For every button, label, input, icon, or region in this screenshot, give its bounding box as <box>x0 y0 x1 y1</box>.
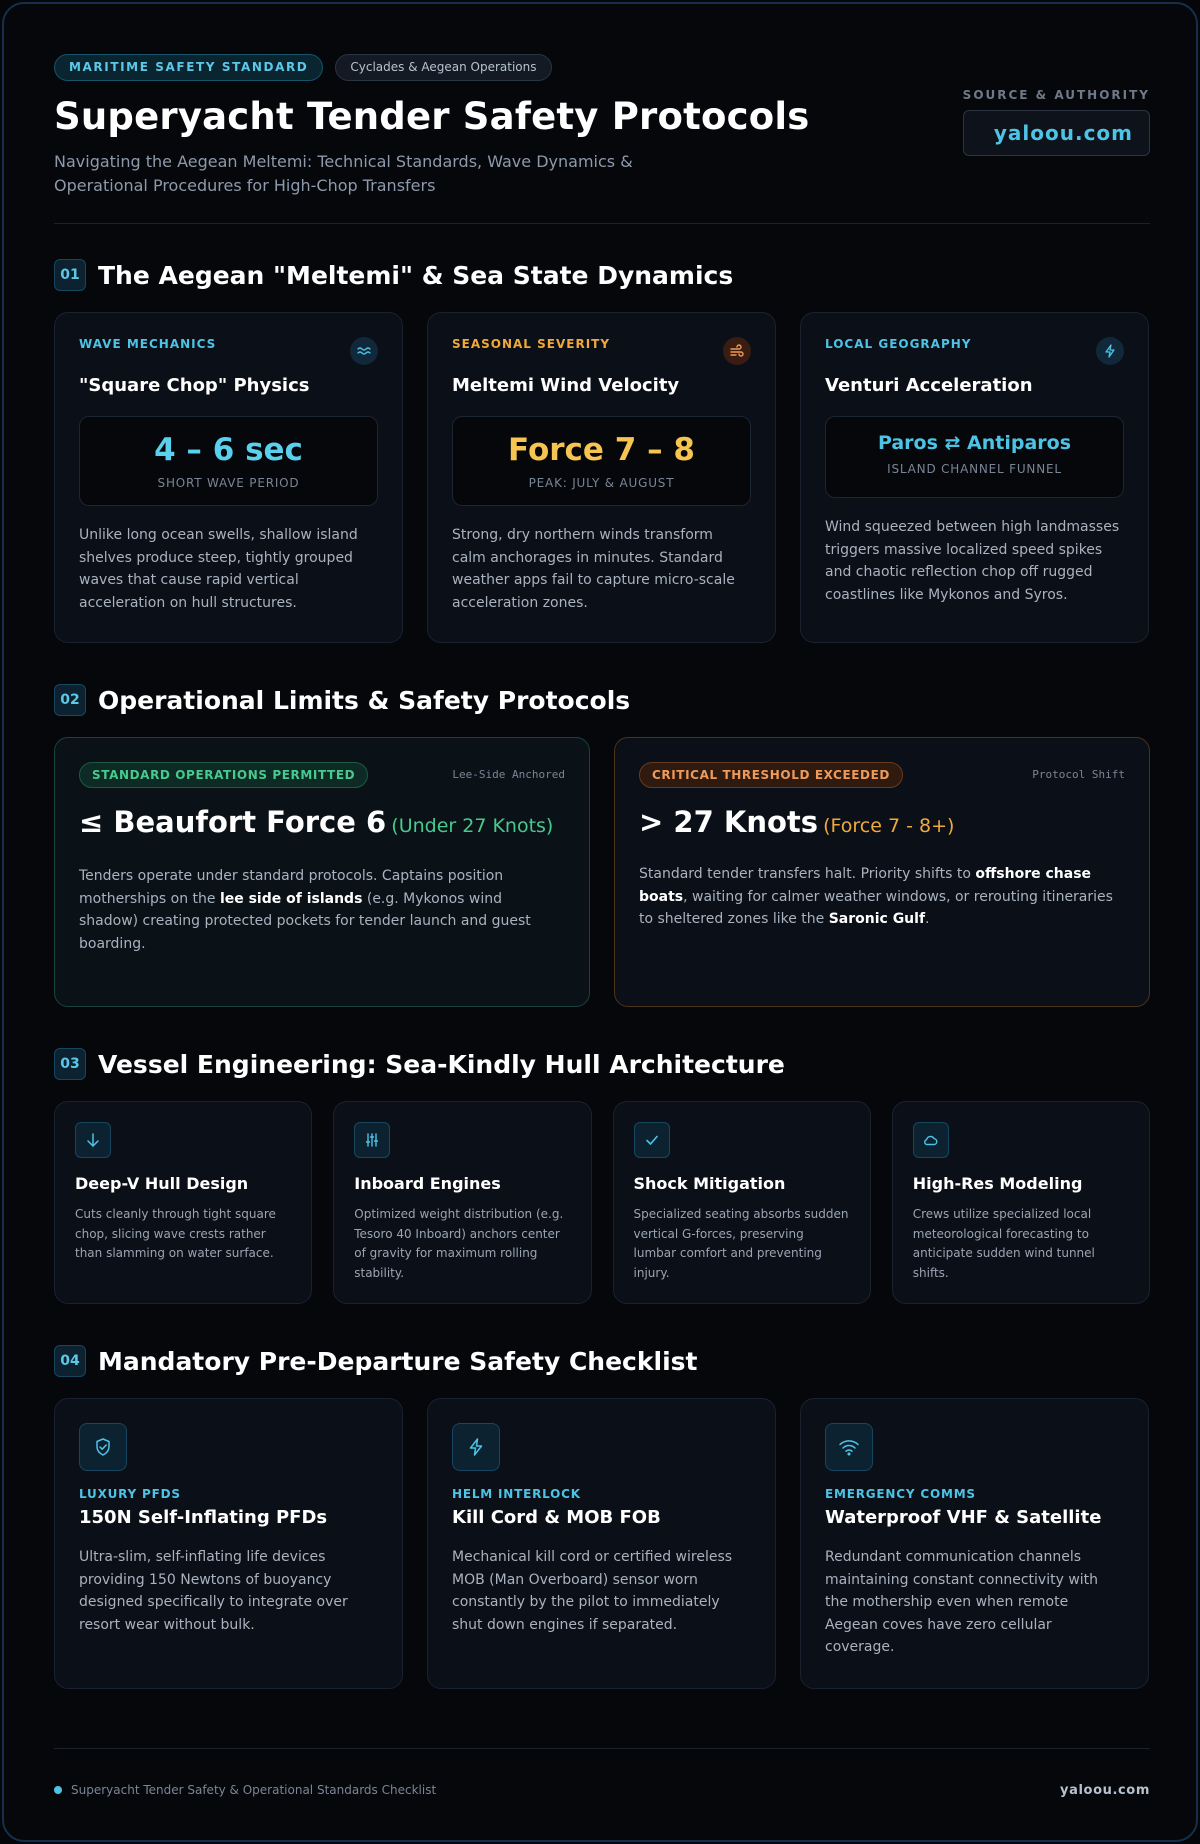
card-title: Deep-V Hull Design <box>75 1174 249 1193</box>
lightning-icon <box>1096 337 1124 365</box>
section-number: 01 <box>54 259 86 291</box>
engineering-cards <box>54 1101 1150 1304</box>
card-category: LUXURY PFDS <box>79 1487 181 1501</box>
card-title: Venturi Acceleration <box>825 375 1033 396</box>
kill-cord-card <box>427 1398 776 1689</box>
pfd-card <box>54 1398 403 1689</box>
wind-icon <box>723 337 751 365</box>
vhf-satellite-card <box>800 1398 1149 1689</box>
lightning-icon <box>452 1423 500 1471</box>
card-category: EMERGENCY COMMS <box>825 1487 976 1501</box>
stat-label: ISLAND CHANNEL FUNNEL <box>887 462 1062 476</box>
source-authority <box>963 88 1150 156</box>
checklist-cards <box>54 1398 1150 1689</box>
body-emphasis: lee side of islands <box>219 890 363 907</box>
body-text: Standard tender transfers halt. Priority shifts to <box>639 866 976 882</box>
shock-mitigation-card <box>613 1101 871 1304</box>
card-category: HELM INTERLOCK <box>452 1487 581 1501</box>
card-title: 150N Self-Inflating PFDs <box>79 1507 328 1528</box>
card-title: Shock Mitigation <box>633 1174 786 1193</box>
card-body: Redundant communication channels maintaining constant connectivity with the mothership even when remote Aegean coves have zero cellular coverage. <box>825 1549 1099 1655</box>
section-number: 02 <box>54 684 86 716</box>
card-body: Optimized weight distribution (e.g. Tesoro 40 Inboard) anchors center of gravity for maximum rolling stability. <box>354 1207 564 1280</box>
section-safety-checklist <box>54 1344 1150 1689</box>
page-title: Superyacht Tender Safety Protocols <box>54 95 810 138</box>
wifi-icon <box>825 1423 873 1471</box>
sliders-icon <box>354 1122 390 1158</box>
check-icon <box>634 1122 670 1158</box>
bullet-dot-icon <box>54 1786 62 1794</box>
sea-state-cards <box>54 312 1150 643</box>
card-title: High-Res Modeling <box>912 1174 1083 1193</box>
stat-box <box>825 416 1124 498</box>
local-geography-card <box>800 312 1149 643</box>
status-badge: CRITICAL THRESHOLD EXCEEDED <box>639 762 903 788</box>
cloud-icon <box>913 1122 949 1158</box>
arrow-down-icon <box>75 1122 111 1158</box>
section-sea-state <box>54 258 1150 643</box>
threshold-value: > 27 Knots <box>639 805 819 839</box>
wave-mechanics-card <box>54 312 403 643</box>
stat-value: Force 7 – 8 <box>508 432 695 468</box>
critical-threshold-card <box>614 737 1150 1007</box>
page-subtitle: Navigating the Aegean Meltemi: Technical Standards, Wave Dynamics & Operational Procedures for High-Chop Transfers <box>54 152 633 195</box>
stat-label: PEAK: JULY & AUGUST <box>528 476 675 490</box>
waves-icon <box>350 337 378 365</box>
seasonal-severity-card <box>427 312 776 643</box>
footer-link[interactable]: yaloou.com <box>1060 1783 1150 1798</box>
threshold-headline <box>639 804 1125 845</box>
card-body: Strong, dry northern winds transform calm anchorages in minutes. Standard weather apps fail to capture micro-scale acceleration zones. <box>452 527 735 611</box>
card-title: Kill Cord & MOB FOB <box>452 1507 661 1528</box>
page-frame <box>2 2 1198 1842</box>
body-text: Tenders operate under standard protocols. Captains position motherships on the <box>79 868 504 907</box>
standard-operations-card <box>54 737 590 1007</box>
card-body: Specialized seating absorbs sudden vertical G-forces, preserving lumbar comfort and preventing injury. <box>633 1207 849 1280</box>
section-header <box>54 1047 1150 1081</box>
section-header <box>54 258 1150 292</box>
card-category: WAVE MECHANICS <box>79 337 217 351</box>
section-title: Vessel Engineering: Sea-Kindly Hull Architecture <box>98 1049 785 1079</box>
threshold-value: ≤ Beaufort Force 6 <box>79 805 387 839</box>
body-text: . <box>925 911 930 927</box>
body-emphasis: Saronic Gulf <box>828 911 926 927</box>
page-footer <box>54 1748 1150 1820</box>
threshold-note: (Under 27 Knots) <box>391 815 554 837</box>
body-emphasis: offshore chase boats <box>639 866 1092 905</box>
section-header <box>54 683 1150 717</box>
threshold-note: (Force 7 - 8+) <box>823 815 955 837</box>
card-body: Cuts cleanly through tight square chop, slicing wave crests rather than slamming on water surface. <box>75 1207 276 1260</box>
card-body: Unlike long ocean swells, shallow island shelves produce steep, tightly grouped waves that cause rapid vertical acceleration on hull structures. <box>79 527 358 611</box>
page-header <box>54 54 1150 224</box>
stat-box <box>79 416 378 506</box>
footer-caption <box>54 1783 436 1797</box>
shield-icon <box>79 1423 127 1471</box>
corner-note: Lee-Side Anchored <box>452 768 565 781</box>
card-title: Waterproof VHF & Satellite <box>825 1507 1102 1528</box>
card-body: Mechanical kill cord or certified wireless MOB (Man Overboard) sensor worn constantly by the pilot to immediately shut down engines if separated. <box>452 1549 733 1633</box>
section-header <box>54 1344 1150 1378</box>
card-body: Wind squeezed between high landmasses triggers massive localized speed spikes and chaotic reflection chop off rugged coastlines like Mykonos and Syros. <box>825 519 1120 603</box>
section-vessel-engineering <box>54 1047 1150 1304</box>
section-number: 03 <box>54 1048 86 1080</box>
section-title: Operational Limits & Safety Protocols <box>98 685 631 715</box>
section-number: 04 <box>54 1345 86 1377</box>
card-title: Meltemi Wind Velocity <box>452 375 680 396</box>
section-title: The Aegean "Meltemi" & Sea State Dynamics <box>98 260 734 290</box>
header-badges <box>54 54 1150 81</box>
card-category: LOCAL GEOGRAPHY <box>825 337 972 351</box>
footer-text: Superyacht Tender Safety & Operational Standards Checklist <box>71 1783 437 1797</box>
body-text: , waiting for calmer weather windows, or rerouting itineraries to sheltered zones like the <box>639 888 1113 927</box>
high-res-modeling-card <box>892 1101 1150 1304</box>
card-category: SEASONAL SEVERITY <box>452 337 611 351</box>
card-body <box>639 863 1125 931</box>
card-body: Crews utilize specialized local meteorological forecasting to anticipate sudden wind tunnel shifts. <box>912 1207 1095 1280</box>
region-badge: Cyclades & Aegean Operations <box>335 54 551 81</box>
stat-label: SHORT WAVE PERIOD <box>157 476 300 490</box>
card-title: "Square Chop" Physics <box>79 375 310 396</box>
stat-value: Paros ⇄ Antiparos <box>877 432 1072 454</box>
standard-badge: MARITIME SAFETY STANDARD <box>54 54 323 81</box>
page-content <box>54 54 1150 1798</box>
deep-v-hull-card <box>54 1101 312 1304</box>
corner-note: Protocol Shift <box>1032 768 1125 781</box>
authority-label: SOURCE & AUTHORITY <box>962 88 1150 102</box>
card-body <box>79 865 565 955</box>
stat-value: 4 – 6 sec <box>154 432 303 468</box>
section-operational-limits <box>54 683 1150 1007</box>
body-text: (e.g. Mykonos wind shadow) creating protected pockets for tender launch and guest boarding. <box>79 890 531 952</box>
inboard-engines-card <box>333 1101 591 1304</box>
status-badge: STANDARD OPERATIONS PERMITTED <box>79 762 368 788</box>
section-title: Mandatory Pre-Departure Safety Checklist <box>98 1346 698 1376</box>
stat-box <box>452 416 751 506</box>
limits-cards <box>54 737 1150 1007</box>
authority-link[interactable]: yaloou.com <box>963 110 1150 156</box>
threshold-headline <box>79 804 565 845</box>
card-title: Inboard Engines <box>354 1174 501 1193</box>
card-body: Ultra-slim, self-inflating life devices providing 150 Newtons of buoyancy designed specifically to integrate over resort wear without bulk. <box>79 1549 348 1633</box>
